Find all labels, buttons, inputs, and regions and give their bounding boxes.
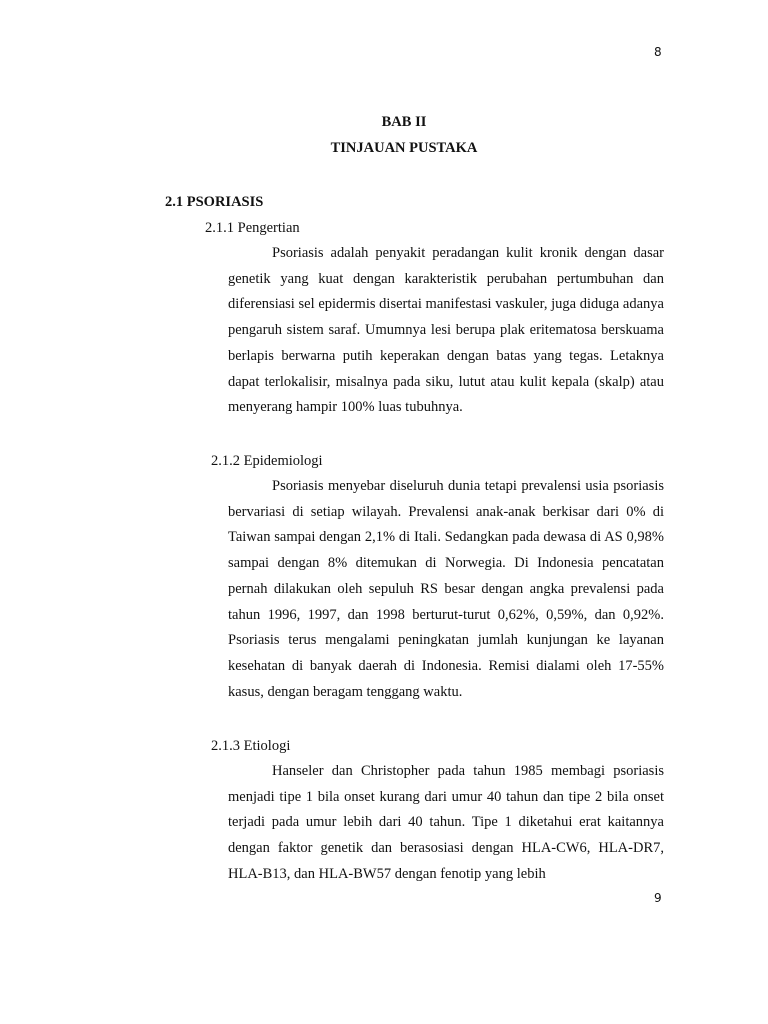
page-number-top: 8 <box>654 45 662 59</box>
page-number-bottom: 9 <box>654 891 662 905</box>
section-heading: 2.1 PSORIASIS <box>165 194 264 210</box>
paragraph-etiologi: Hanseler dan Christopher pada tahun 1985 membagi psoriasis menjadi tipe 1 bila onset kurang dari umur 40 tahun dan tipe 2 bila onset terjadi pada umur lebih dari 40 tahun. Tipe 1 diketahui erat kaitannya dengan faktor genetik dan berasosiasi dengan HLA-CW6, HLA-DR7, HLA-B13, dan HLA-BW57 dengan fenotip yang lebih <box>228 763 664 882</box>
paragraph-epidemiologi: Psoriasis menyebar diseluruh dunia tetapi prevalensi usia psoriasis bervariasi di setiap wilayah. Prevalensi anak-anak berkisar dari 0% di Taiwan sampai dengan 2,1% di Itali. Sedangkan pada dewasa di AS 0,98% sampai dengan 8% ditemukan di Norwegia. Di Indonesia pencatatan pernah dilakukan oleh sepuluh RS besar dengan angka prevalensi pada tahun 1996, 1997, dan 1998 berturut-turut 0,62%, 0,59%, dan 0,92%. Psoriasis terus mengalami peningkatan jumlah kunjungan ke layanan kesehatan di banyak daerah di Indonesia. Remisi dialami oleh 17-55% kasus, dengan beragam tenggang waktu. <box>228 478 664 700</box>
paragraph-pengertian: Psoriasis adalah penyakit peradangan kulit kronik dengan dasar genetik yang kuat dengan karakteristik perubahan pertumbuhan dan diferensiasi sel epidermis disertai manifestasi vaskuler, juga diduga adanya pengaruh sistem saraf. Umumnya lesi berupa plak eritematosa berskuama berlapis berwarna putih keperakan dengan batas yang tegas. Letaknya dapat terlokalisir, misalnya pada siku, lutut atau kulit kepala (skalp) atau menyerang hampir 100% luas tubuhnya. <box>228 245 664 416</box>
chapter-title: TINJAUAN PUSTAKA <box>330 140 478 156</box>
subsection-heading-etiologi: 2.1.3 Etiologi <box>211 738 291 754</box>
subsection-heading-epidemiologi: 2.1.2 Epidemiologi <box>211 453 323 469</box>
chapter-label: BAB II <box>381 114 427 130</box>
subsection-heading-pengertian: 2.1.1 Pengertian <box>205 220 300 236</box>
